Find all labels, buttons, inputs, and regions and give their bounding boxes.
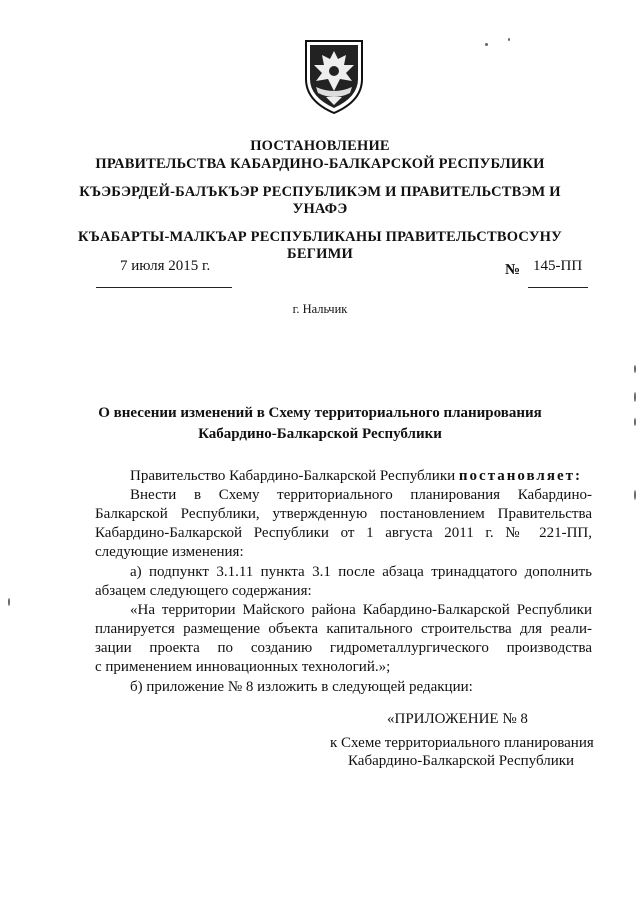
- scan-speck: [634, 392, 636, 402]
- body-line: Кабардино-Балкарской Республики от 1 августа 2011 г. № 221-ПП,: [95, 525, 592, 541]
- scan-speck: [508, 38, 510, 41]
- body-line: с применением инновационных технологий.»;: [95, 659, 391, 675]
- scan-speck: [634, 365, 636, 373]
- preamble: [130, 467, 590, 487]
- scan-speck: [634, 418, 636, 426]
- city-label: г. Нальчик: [292, 302, 348, 316]
- balkar-heading-line1: КЪАБАРТЫ-МАЛКЪАР РЕСПУБЛИКАНЫ ПРАВИТЕЛЬСТВОСУНУ: [78, 229, 562, 245]
- document-number: 145-ПП: [533, 258, 583, 274]
- body-line: а) подпункт 3.1.11 пункта 3.1 после абзаца тринадцатого дополнить: [130, 564, 592, 580]
- body-line: «На территории Майского района Кабардино-Балкарской Республики: [130, 602, 592, 618]
- scan-speck: [8, 598, 10, 606]
- body-line: Балкарской Республики, утвержденную постановлением Правительства: [95, 506, 592, 522]
- body-line: абзацем следующего содержания:: [95, 583, 312, 599]
- appendix-title: «ПРИЛОЖЕНИЕ № 8: [387, 711, 528, 727]
- doc-type-heading: ПОСТАНОВЛЕНИЕ: [250, 138, 390, 154]
- body-line: зации проекта по созданию гидрометаллургического производства: [95, 640, 592, 656]
- scan-speck: [634, 490, 636, 500]
- document-title-line2: Кабардино-Балкарской Республики: [198, 426, 442, 442]
- body-line: планируется размещение объекта капитального строительства для реали-: [95, 621, 592, 637]
- number-underline: [528, 287, 588, 288]
- scan-speck: [485, 43, 488, 46]
- appendix-ref-line2: Кабардино-Балкарской Республики: [348, 753, 575, 769]
- coat-of-arms-emblem: [300, 35, 368, 115]
- kabardian-heading-line2: УНАФЭ: [292, 201, 348, 217]
- date-underline: [96, 287, 232, 288]
- document-date: 7 июля 2015 г.: [120, 258, 211, 274]
- body-line: следующие изменения:: [95, 544, 244, 560]
- balkar-heading-line2: БЕГИМИ: [287, 246, 353, 262]
- preamble-text: Правительство Кабардино-Балкарской Республики: [130, 468, 456, 484]
- resolves-verb: постановляет:: [458, 468, 582, 484]
- kabardian-heading-line1: КЪЭБЭРДЕЙ-БАЛЪКЪЭР РЕСПУБЛИКЭМ И ПРАВИТЕЛЬСТВЭМ И: [79, 184, 561, 200]
- government-heading: ПРАВИТЕЛЬСТВА КАБАРДИНО-БАЛКАРСКОЙ РЕСПУБЛИКИ: [95, 156, 545, 172]
- appendix-ref-line1: к Схеме территориального планирования: [330, 735, 594, 751]
- body-line: Внести в Схему территориального планирования Кабардино-: [130, 487, 592, 503]
- document-title-line1: О внесении изменений в Схему территориального планирования: [98, 405, 542, 421]
- number-label: №: [505, 262, 521, 278]
- body-line: б) приложение № 8 изложить в следующей редакции:: [130, 679, 473, 695]
